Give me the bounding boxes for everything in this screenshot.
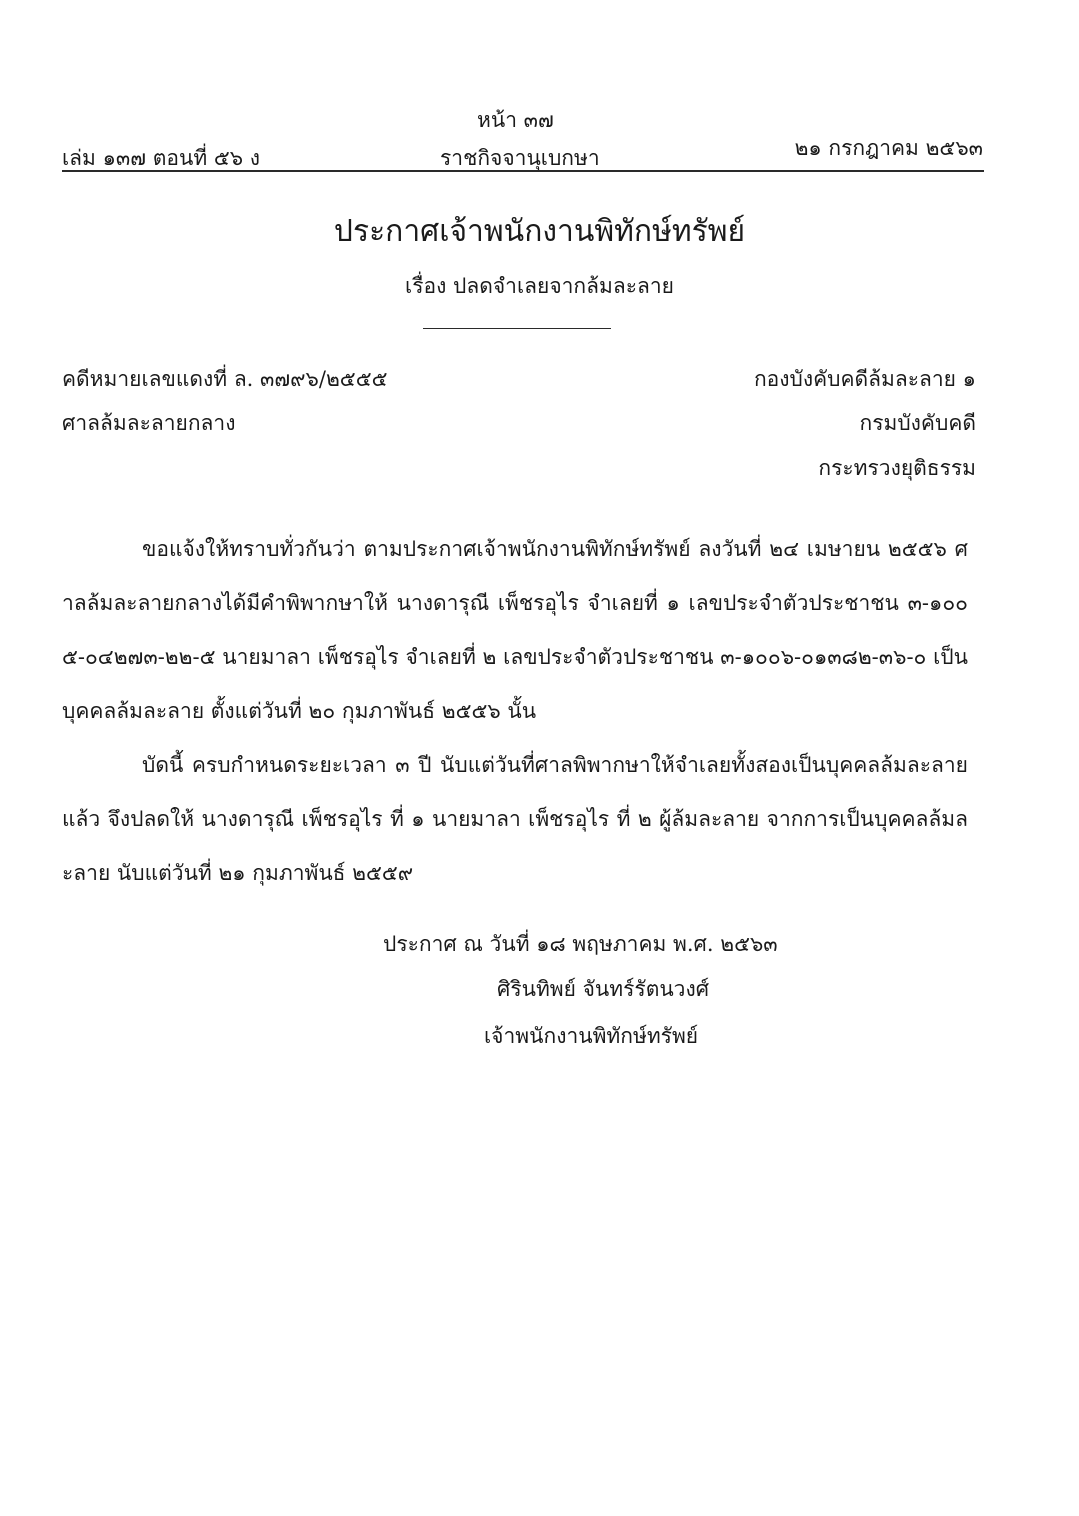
body-paragraph-2: บัดนี้ ครบกำหนดระยะเวลา ๓ ปี นับแต่วันที่ศาลพิพากษาให้จำเลยทั้งสองเป็นบุคคลล้มละลายแล้ว จึงปลดให้ นางดารุณี เพ็ชรอุไร ที่ ๑ นายมาลา เพ็ชรอุไร ที่ ๒ ผู้ล้มละลาย จากการเป็นบุคคลล้มละลาย นับแต่วันที่ ๒๑ กุมภาพันธ์ ๒๕๕๙ [62,753,968,885]
office-division: กองบังคับคดีล้มละลาย ๑ [753,367,976,391]
signatory-position: เจ้าพนักงานพิทักษ์ทรัพย์ [484,1024,699,1048]
office-department: กรมบังคับคดี [859,411,976,435]
title-divider [423,328,611,329]
signatory-name: ศิรินทิพย์ จันทร์รัตนวงศ์ [497,977,710,1001]
page-number: หน้า ๓๗ [477,108,554,132]
header-divider [62,170,984,172]
publication-date: ๒๑ กรกฎาคม ๒๕๖๓ [794,136,983,160]
gazette-name: ราชกิจจานุเบกษา [440,146,600,170]
case-number: คดีหมายเลขแดงที่ ล. ๓๗๙๖/๒๕๕๕ [62,367,388,391]
announcement-subject: เรื่อง ปลดจำเลยจากล้มละลาย [405,274,674,298]
court-name: ศาลล้มละลายกลาง [62,411,236,435]
volume-issue: เล่ม ๑๓๗ ตอนที่ ๕๖ ง [62,146,260,170]
announcement-date: ประกาศ ณ วันที่ ๑๘ พฤษภาคม พ.ศ. ๒๕๖๓ [383,932,778,956]
announcement-body [62,522,968,900]
body-paragraph-1: ขอแจ้งให้ทราบทั่วกันว่า ตามประกาศเจ้าพนักงานพิทักษ์ทรัพย์ ลงวันที่ ๒๔ เมษายน ๒๕๕๖ ศาลล้มละลายกลางได้มีคำพิพากษาให้ นางดารุณี เพ็ชรอุไร จำเลยที่ ๑ เลขประจำตัวประชาชน ๓-๑๐๐๕-๐๔๒๗๓-๒๒-๕ นายมาลา เพ็ชรอุไร จำเลยที่ ๒ เลขประจำตัวประชาชน ๓-๑๐๐๖-๐๑๓๘๒-๓๖-๐ เป็นบุคคลล้มละลาย ตั้งแต่วันที่ ๒๐ กุมภาพันธ์ ๒๕๕๖ นั้น [62,537,968,723]
announcement-title: ประกาศเจ้าพนักงานพิทักษ์ทรัพย์ [333,214,746,249]
office-ministry: กระทรวงยุติธรรม [818,456,976,480]
